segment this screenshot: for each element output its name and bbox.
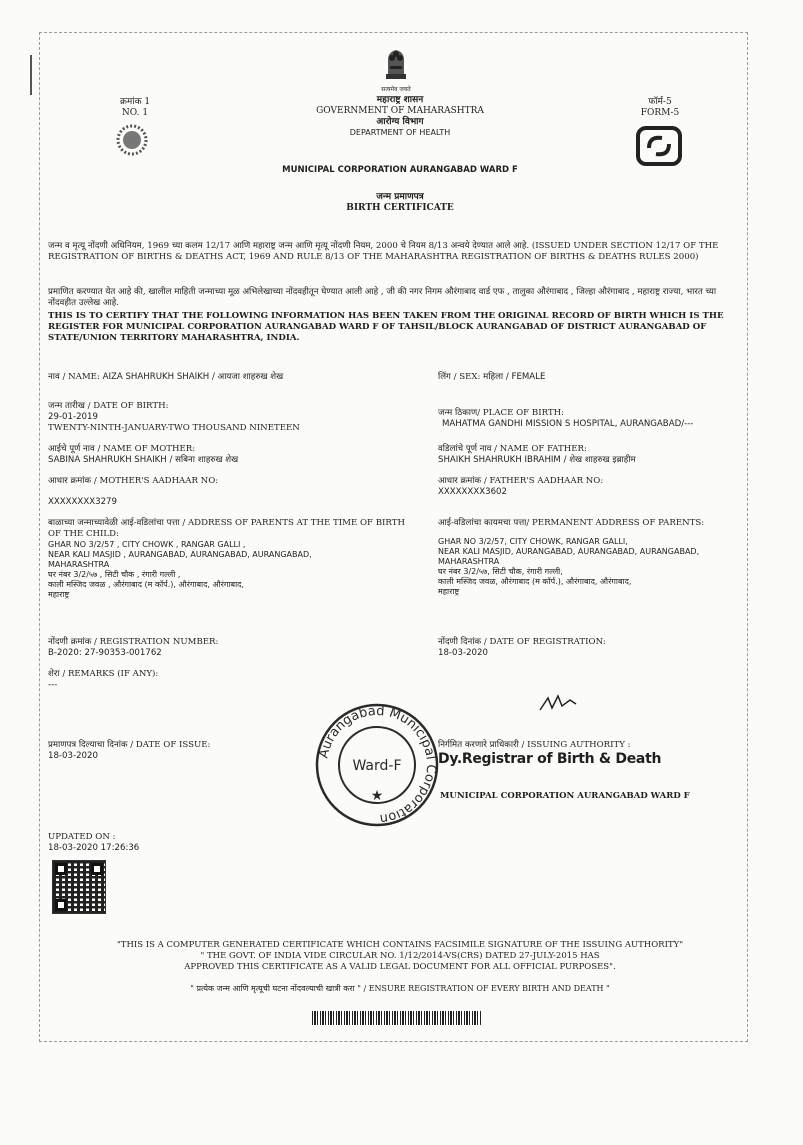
- footer-line-3: APPROVED THIS CERTIFICATE AS A VALID LEGAL DOCUMENT FOR ALL OFFICIAL PURPOSES".: [184, 962, 616, 972]
- qr-code-icon: [52, 860, 106, 914]
- mother-aadhaar-value: XXXXXXXX3279: [48, 497, 117, 507]
- address-birth-value: GHAR NO 3/2/57 , CITY CHOWK , RANGAR GALLI , NEAR KALI MASJID , AURANGABAD, AURANGABAD, AURANGABAD, MAHARASHTRA घर नंबर 3/2/५७ , सिटी चौक , रंगारी गल्ली , काली मस्जिद जवळ , औरंगाबाद (म कॉर्प.), औरंगाबाद, औरंगाबाद, महाराष्ट्र: [48, 540, 312, 599]
- form-logo-icon: [636, 126, 682, 166]
- name-row: [48, 372, 428, 383]
- pob-value: MAHATMA GANDHI MISSION S HOSPITAL, AURANGABAD/---: [442, 419, 694, 429]
- father-label: वडिलांचे पूर्ण नाव / NAME OF FATHER:: [438, 444, 587, 454]
- address-permanent-label: आई-वडिलांचा कायमचा पत्ता/ PERMANENT ADDRESS OF PARENTS:: [438, 518, 705, 528]
- mother-label: आईचे पूर्ण नाव / NAME OF MOTHER:: [48, 444, 196, 454]
- sex-row: [438, 372, 738, 383]
- corporation-title: MUNICIPAL CORPORATION AURANGABAD WARD F: [282, 165, 518, 175]
- stamp-outer-text: Aurangabad Municipal Corporation: [316, 703, 439, 827]
- signature-scribble: [538, 692, 578, 714]
- regdate-label: नोंदणी दिनांक / DATE OF REGISTRATION:: [438, 637, 606, 647]
- issued-under-text: जन्म व मृत्यू नोंदणी अधिनियम, 1969 च्या कलम 12/17 आणि महाराष्ट्र जन्म आणि मृत्यू नोंदणी नियम, 2000 चे नियम 8/13 अन्वये देण्यात आले आहे. (ISSUED UNDER SECTION 12/17 OF THE REGISTRATION OF BIRTHS & DEATHS ACT, 1969 AND RULE 8/13 OF THE MAHARASHTRA REGISTRATION OF BIRTHS & DEATHS RULES 2000): [48, 241, 719, 262]
- dob-block: [48, 401, 428, 434]
- mother-block: [48, 444, 428, 466]
- emblem-caption: सत्यमेव जयते: [381, 86, 411, 93]
- form-mr: फॉर्म-5: [648, 97, 672, 107]
- updated-block: [48, 832, 248, 854]
- seal-icon: [104, 124, 156, 156]
- dept-mr: आरोग्य विभाग: [376, 117, 424, 127]
- name-label: नाव / NAME:: [48, 372, 100, 382]
- footer-line-1: "THIS IS A COMPUTER GENERATED CERTIFICATE WHICH CONTAINS FACSIMILE SIGNATURE OF THE ISSUING AUTHORITY": [116, 940, 684, 950]
- remarks-label: शेरा / REMARKS (IF ANY):: [48, 669, 159, 679]
- issue-date-label: प्रमाणपत्र दिल्याचा दिनांक / DATE OF ISSUE:: [48, 740, 211, 750]
- issue-date-value: 18-03-2020: [48, 751, 98, 761]
- dept-en: DEPARTMENT OF HEALTH: [349, 128, 451, 137]
- remarks-block: [48, 669, 428, 691]
- father-block: [438, 444, 743, 466]
- remarks-value: ---: [48, 680, 58, 690]
- sex-value: महिला / FEMALE: [483, 372, 546, 382]
- address-birth-label: बाळाच्या जन्माच्यावेळी आई-वडिलांचा पत्ता / ADDRESS OF PARENTS AT THE TIME OF BIRTH OF THE CHILD:: [48, 518, 405, 539]
- certificate-title: [250, 192, 550, 214]
- mother-aadhaar-block: [48, 476, 428, 508]
- left-number-block: [110, 97, 160, 119]
- number-en: NO. 1: [121, 108, 149, 118]
- footer-line-2: " THE GOVT. OF INDIA VIDE CIRCULAR NO. 1/12/2014-VS(CRS) DATED 27-JULY-2015 HAS: [200, 951, 600, 961]
- updated-label: UPDATED ON :: [48, 832, 116, 842]
- name-value: AIZA SHAHRUKH SHAIKH / आयजा शाहरुख शेख: [102, 372, 284, 382]
- certificate-title-mr: जन्म प्रमाणपत्र: [376, 192, 424, 202]
- regno-label: नोंदणी क्रमांक / REGISTRATION NUMBER:: [48, 637, 219, 647]
- form-en: FORM-5: [640, 108, 680, 118]
- footer-ensure: " प्रत्येक जन्म आणि मृत्यूची घटना नोंदवल्याची खात्री करा " / ENSURE REGISTRATION OF EVERY BIRTH AND DEATH ": [190, 984, 610, 993]
- dob-value: 29-01-2019: [48, 412, 98, 422]
- corporation-stamp: [312, 700, 442, 830]
- authority-label: निर्गमित करणारे प्राधिकारी / ISSUING AUTHORITY :: [438, 740, 631, 750]
- stamp-inner-text: Ward-F: [352, 758, 402, 774]
- number-mr: क्रमांक 1: [119, 97, 151, 107]
- gov-mr: महाराष्ट्र शासन: [376, 95, 424, 105]
- regno-block: [48, 637, 428, 659]
- authority-name: MUNICIPAL CORPORATION AURANGABAD WARD F: [440, 791, 690, 801]
- form-number-block: [632, 97, 688, 119]
- father-value: SHAIKH SHAHRUKH IBRAHIM / शेख शाहरुख इब्राहीम: [438, 455, 636, 465]
- authority-signature: Dy.Registrar of Birth & Death: [438, 751, 662, 767]
- certify-text-mr: प्रमाणित करण्यात येत आहे की, खालील माहिती जन्माच्या मूळ अभिलेखाच्या नोंदवहीतून घेण्यात आली आहे , जी की नगर निगम औरंगाबाद वार्ड एफ , तालुका औरंगाबाद , जिल्हा औरंगाबाद , महाराष्ट्र राज्या, भारत च्या नोंदवहीत उल्लेख आहे.: [48, 287, 717, 308]
- father-aadhaar-label: आधार क्रमांक / FATHER'S AADHAAR NO:: [438, 476, 604, 486]
- pob-label: जन्म ठिकाण/ PLACE OF BIRTH:: [438, 408, 565, 418]
- stamp-star-icon: ★: [370, 788, 384, 804]
- address-birth-block: [48, 518, 418, 600]
- regno-value: B-2020: 27-90353-001762: [48, 648, 162, 658]
- gov-en: GOVERNMENT OF MAHARASHTRA: [316, 106, 484, 116]
- lion-emblem-icon: [378, 44, 414, 82]
- certificate-title-en: BIRTH CERTIFICATE: [346, 203, 454, 213]
- updated-value: 18-03-2020 17:26:36: [48, 843, 140, 853]
- dob-label: जन्म तारीख / DATE OF BIRTH:: [48, 401, 169, 411]
- dob-words: TWENTY-NINTH-JANUARY-TWO THOUSAND NINETEEN: [48, 423, 300, 433]
- address-permanent-value: GHAR NO 3/2/57, CITY CHOWK, RANGAR GALLI, NEAR KALI MASJID, AURANGABAD, AURANGABAD, AURANGABAD, MAHARASHTRA घर नंबर 3/2/५७, सिटी चौक, रंगारी गल्ली, काली मस्जिद जवळ, औरंगाबाद (म कॉर्प.), औरंगाबाद, औरंगाबाद, महाराष्ट्र: [438, 537, 700, 596]
- regdate-value: 18-03-2020: [438, 648, 488, 658]
- scan-artifact: [30, 55, 32, 95]
- pob-block: [438, 408, 743, 430]
- footer-notice: [60, 940, 740, 973]
- sex-label: लिंग / SEX:: [438, 372, 481, 382]
- emblem: [378, 44, 414, 93]
- certify-text-en: THIS IS TO CERTIFY THAT THE FOLLOWING INFORMATION HAS BEEN TAKEN FROM THE ORIGINAL RECORD OF BIRTH WHICH IS THE REGISTER FOR MUNICIPAL CORPORATION AURANGABAD WARD F OF TAHSIL/BLOCK AURANGABAD OF DISTRICT AURANGABAD OF STATE/UNION TERRITORY MAHARASHTRA, INDIA.: [48, 311, 724, 343]
- address-permanent-block: [438, 518, 743, 597]
- mother-aadhaar-label: आधार क्रमांक / MOTHER'S AADHAAR NO:: [48, 476, 219, 486]
- father-aadhaar-block: [438, 476, 743, 498]
- government-heading: [250, 95, 550, 138]
- issue-date-block: [48, 740, 348, 762]
- mother-value: SABINA SHAHRUKH SHAIKH / सबिना शाहरुख शेख: [48, 455, 239, 465]
- regdate-block: [438, 637, 743, 659]
- barcode-icon: [312, 1011, 482, 1025]
- father-aadhaar-value: XXXXXXXX3602: [438, 487, 507, 497]
